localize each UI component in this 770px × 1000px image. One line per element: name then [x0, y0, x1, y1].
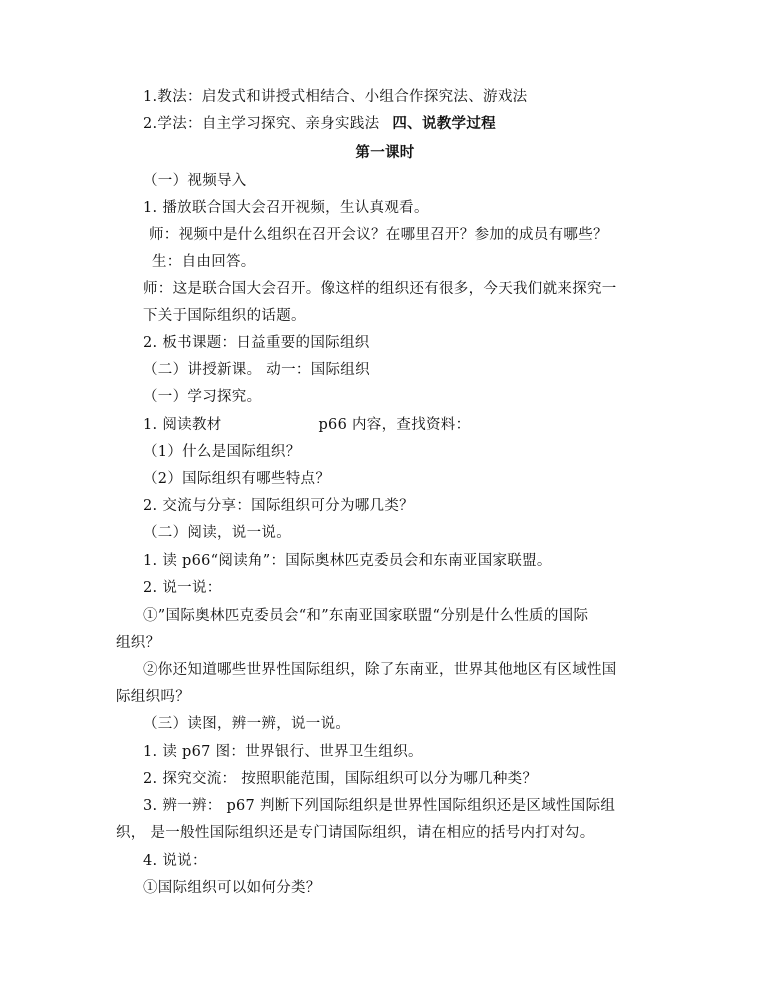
dialogue-line: 生：自由回答。 — [152, 254, 256, 270]
question-line: ②你还知道哪些世界性国际组织，除了东南亚，世界其他地区有区域性国 — [143, 662, 617, 678]
paragraph-line: 下关于国际组织的话题。 — [143, 308, 306, 324]
question-line: ①”国际奥林匹克委员会“和”东南亚国家联盟“分别是什么性质的国际 — [143, 608, 589, 624]
paragraph-line: 2. 探究交流： 按照职能范围，国际组织可以分为哪几种类？ — [143, 771, 538, 787]
paragraph-line: 3. 辨一辨： p67 判断下列国际组织是世界性国际组织还是区域性国际组 — [143, 798, 616, 814]
learning-method-line — [143, 114, 496, 134]
reading-label: 1. 阅读教材 — [143, 417, 222, 433]
paragraph-line: 2. 交流与分享：国际组织可分为哪几类？ — [143, 498, 414, 514]
lesson-title: 第一课时 — [355, 144, 415, 161]
paragraph-line: 2. 板书课题：日益重要的国际组织 — [143, 335, 370, 351]
section-heading: 四、说教学过程 — [392, 115, 496, 132]
paragraph-line: 1. 读 p67 图：世界银行、世界卫生组织。 — [143, 744, 423, 760]
teaching-method-line: 1.教法：启发式和讲授式相结合、小组合作探究法、游戏法 — [143, 89, 528, 105]
reading-detail: p66 内容，查找资料： — [318, 417, 471, 433]
paragraph-line: 1. 读 p66“阅读角”：国际奥林匹克委员会和东南亚国家联盟。 — [143, 553, 552, 569]
dialogue-line: 师：这是联合国大会召开。像这样的组织还有很多，今天我们就来探究一 — [143, 281, 617, 297]
subsection-video-intro: （一）视频导入 — [143, 173, 247, 189]
question-line: 际组织吗？ — [116, 689, 190, 705]
paragraph-line: 织， 是一般性国际组织还是专门请国际组织，请在相应的括号内打对勾。 — [116, 825, 595, 841]
question-line: （1）什么是国际组织？ — [143, 444, 301, 460]
subsection-read-figure: （三）读图，辨一辨，说一说。 — [143, 716, 351, 732]
subsection-new-lesson: （二）讲授新课。 动一：国际组织 — [143, 362, 370, 378]
paragraph-line: 1. 播放联合国大会召开视频，生认真观看。 — [143, 200, 429, 216]
paragraph-line: 2. 说一说： — [143, 580, 222, 596]
subsection-study: （一）学习探究。 — [143, 389, 262, 405]
question-line: （2）国际组织有哪些特点？ — [143, 471, 331, 487]
learning-method-text: 2.学法：自主学习探究、亲身实践法 — [143, 116, 380, 132]
subsection-read-say: （二）阅读，说一说。 — [143, 525, 291, 541]
question-line: 组织？ — [116, 635, 161, 651]
dialogue-line: 师：视频中是什么组织在召开会议？在哪里召开？参加的成员有哪些？ — [149, 227, 608, 243]
question-line: ①国际组织可以如何分类？ — [143, 880, 321, 896]
paragraph-line — [143, 415, 470, 435]
paragraph-line: 4. 说说： — [143, 853, 207, 869]
